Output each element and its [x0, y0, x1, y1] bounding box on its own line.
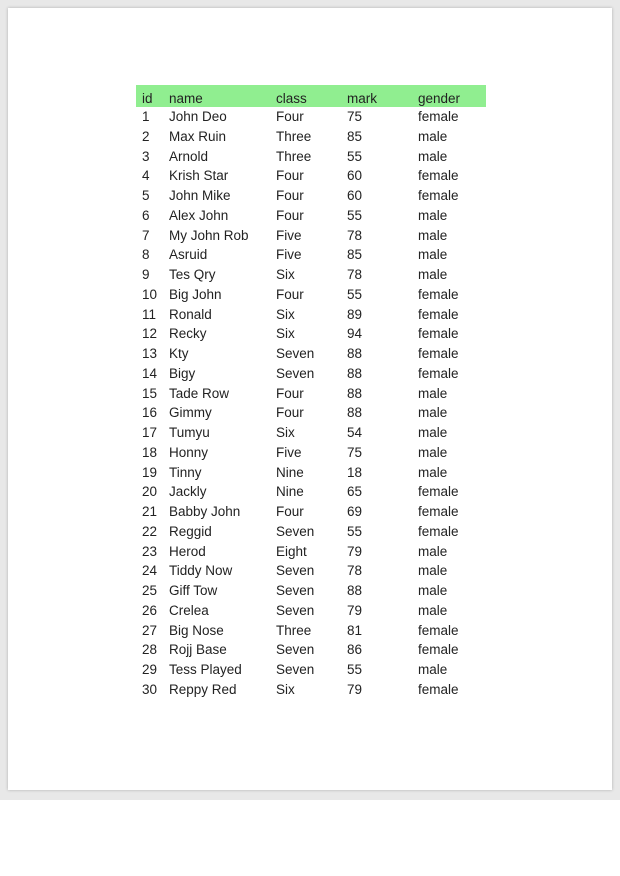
- table-row: [136, 166, 486, 186]
- cell-gender: male: [418, 267, 448, 282]
- cell-name: Alex John: [169, 207, 229, 223]
- cell-name: Kty: [169, 346, 189, 361]
- header-row: [136, 85, 486, 107]
- cell-name: Big John: [169, 286, 222, 302]
- cell-mark: 75: [347, 109, 363, 124]
- cell-gender: male: [418, 662, 448, 677]
- cell-id: 17: [142, 425, 158, 440]
- table-row: [136, 344, 486, 364]
- cell-class: Four: [276, 405, 304, 421]
- table-row: [136, 423, 486, 443]
- cell-id: 26: [142, 602, 158, 618]
- cell-name: Reggid: [169, 523, 212, 539]
- cell-mark: 55: [347, 523, 363, 539]
- table-row: [136, 384, 486, 404]
- table-row: [136, 127, 486, 147]
- table-row: [136, 364, 486, 384]
- cell-mark: 88: [347, 365, 363, 381]
- cell-mark: 88: [347, 385, 363, 401]
- cell-mark: 60: [347, 188, 363, 203]
- student-table: [136, 85, 486, 700]
- cell-class: Four: [276, 385, 304, 401]
- cell-name: Giff Tow: [169, 583, 218, 598]
- table-body: [136, 107, 486, 700]
- cell-name: Recky: [169, 326, 207, 342]
- cell-name: Asruid: [169, 247, 208, 263]
- cell-id: 12: [142, 326, 158, 342]
- cell-name: Crelea: [169, 602, 209, 618]
- cell-name: Reppy Red: [169, 681, 237, 697]
- cell-name: Tinny: [169, 464, 202, 480]
- cell-name: Tade Row: [169, 385, 230, 401]
- header-class: class: [276, 91, 307, 106]
- cell-id: 29: [142, 662, 158, 677]
- cell-class: Three: [276, 128, 312, 144]
- cell-class: Four: [276, 207, 304, 223]
- cell-class: Four: [276, 188, 304, 203]
- document-page: [8, 8, 612, 790]
- cell-class: Five: [276, 444, 302, 460]
- cell-name: Tess Played: [169, 662, 242, 677]
- cell-mark: 85: [347, 128, 363, 144]
- cell-id: 13: [142, 346, 158, 361]
- cell-mark: 85: [347, 247, 363, 263]
- cell-mark: 79: [347, 602, 363, 618]
- cell-class: Four: [276, 286, 304, 302]
- cell-id: 22: [142, 523, 158, 539]
- cell-class: Five: [276, 247, 302, 263]
- cell-name: Tes Qry: [169, 267, 216, 282]
- cell-class: Seven: [276, 662, 315, 677]
- cell-id: 8: [142, 247, 150, 263]
- cell-name: Krish Star: [169, 168, 229, 184]
- cell-name: Max Ruin: [169, 128, 227, 144]
- cell-class: Eight: [276, 543, 307, 559]
- cell-class: Three: [276, 622, 312, 638]
- cell-id: 5: [142, 188, 150, 203]
- cell-gender: female: [418, 642, 459, 658]
- table-row: [136, 245, 486, 265]
- cell-gender: female: [418, 346, 459, 361]
- table-row: [136, 403, 486, 423]
- cell-class: Seven: [276, 346, 315, 361]
- cell-class: Six: [276, 306, 295, 322]
- cell-gender: male: [418, 207, 448, 223]
- cell-name: Tumyu: [169, 425, 210, 440]
- table-row: [136, 621, 486, 641]
- cell-name: Gimmy: [169, 405, 212, 421]
- table-row: [136, 601, 486, 621]
- cell-gender: male: [418, 563, 448, 579]
- cell-mark: 55: [347, 662, 363, 677]
- table-row: [136, 522, 486, 542]
- cell-mark: 89: [347, 306, 363, 322]
- cell-mark: 88: [347, 405, 363, 421]
- cell-id: 4: [142, 168, 150, 184]
- cell-id: 9: [142, 267, 150, 282]
- table-row: [136, 561, 486, 581]
- cell-gender: female: [418, 286, 459, 302]
- cell-mark: 79: [347, 543, 363, 559]
- cell-name: My John Rob: [169, 227, 249, 243]
- cell-gender: female: [418, 188, 459, 203]
- cell-id: 19: [142, 464, 158, 480]
- header-name: name: [169, 91, 203, 106]
- cell-id: 21: [142, 504, 158, 519]
- table-row: [136, 502, 486, 522]
- table-row: [136, 660, 486, 680]
- cell-id: 24: [142, 563, 158, 579]
- cell-name: Herod: [169, 543, 206, 559]
- cell-gender: male: [418, 227, 448, 243]
- cell-id: 18: [142, 444, 158, 460]
- cell-class: Seven: [276, 563, 315, 579]
- cell-gender: male: [418, 444, 448, 460]
- cell-class: Seven: [276, 583, 315, 598]
- cell-gender: male: [418, 128, 448, 144]
- table-row: [136, 640, 486, 660]
- cell-mark: 78: [347, 563, 363, 579]
- table-row: [136, 107, 486, 127]
- table-row: [136, 482, 486, 502]
- cell-mark: 81: [347, 622, 363, 638]
- cell-gender: male: [418, 543, 448, 559]
- cell-name: Arnold: [169, 148, 209, 164]
- cell-name: Tiddy Now: [169, 563, 233, 579]
- cell-id: 28: [142, 642, 158, 658]
- cell-id: 3: [142, 148, 150, 164]
- cell-id: 23: [142, 543, 158, 559]
- cell-name: Babby John: [169, 504, 241, 519]
- table-row: [136, 186, 486, 206]
- cell-id: 27: [142, 622, 158, 638]
- table-row: [136, 206, 486, 226]
- cell-mark: 88: [347, 346, 363, 361]
- cell-gender: male: [418, 464, 448, 480]
- cell-class: Six: [276, 681, 295, 697]
- cell-class: Four: [276, 168, 304, 184]
- cell-class: Seven: [276, 365, 315, 381]
- cell-gender: male: [418, 425, 448, 440]
- header-id: id: [142, 91, 153, 106]
- cell-id: 15: [142, 385, 158, 401]
- cell-mark: 78: [347, 227, 363, 243]
- cell-gender: female: [418, 484, 459, 500]
- cell-class: Seven: [276, 602, 315, 618]
- cell-class: Five: [276, 227, 302, 243]
- cell-mark: 60: [347, 168, 363, 184]
- cell-name: Rojj Base: [169, 642, 227, 658]
- cell-class: Six: [276, 425, 295, 440]
- cell-id: 2: [142, 128, 150, 144]
- table-row: [136, 147, 486, 167]
- cell-name: Bigy: [169, 365, 196, 381]
- cell-mark: 75: [347, 444, 363, 460]
- cell-mark: 55: [347, 286, 363, 302]
- cell-gender: female: [418, 326, 459, 342]
- cell-mark: 88: [347, 583, 363, 598]
- cell-name: Jackly: [169, 484, 207, 500]
- cell-class: Four: [276, 109, 304, 124]
- cell-class: Nine: [276, 464, 304, 480]
- cell-id: 30: [142, 681, 158, 697]
- cell-name: John Mike: [169, 188, 231, 203]
- cell-class: Six: [276, 326, 295, 342]
- table-row: [136, 443, 486, 463]
- table-row: [136, 680, 486, 700]
- cell-gender: female: [418, 109, 459, 124]
- cell-id: 20: [142, 484, 158, 500]
- cell-class: Seven: [276, 523, 315, 539]
- table-row: [136, 463, 486, 483]
- cell-id: 14: [142, 365, 158, 381]
- cell-gender: male: [418, 602, 448, 618]
- cell-gender: male: [418, 583, 448, 598]
- cell-gender: female: [418, 622, 459, 638]
- cell-mark: 18: [347, 464, 363, 480]
- cell-id: 7: [142, 227, 150, 243]
- cell-name: Honny: [169, 444, 209, 460]
- cell-gender: male: [418, 247, 448, 263]
- cell-class: Four: [276, 504, 304, 519]
- cell-gender: female: [418, 681, 459, 697]
- cell-id: 6: [142, 207, 150, 223]
- cell-name: Big Nose: [169, 622, 224, 638]
- table-row: [136, 324, 486, 344]
- cell-id: 10: [142, 286, 158, 302]
- cell-class: Six: [276, 267, 295, 282]
- cell-gender: female: [418, 365, 459, 381]
- cell-id: 11: [142, 306, 157, 322]
- cell-mark: 65: [347, 484, 363, 500]
- cell-id: 16: [142, 405, 158, 421]
- cell-class: Three: [276, 148, 312, 164]
- cell-mark: 55: [347, 207, 363, 223]
- cell-id: 1: [142, 109, 150, 124]
- cell-class: Nine: [276, 484, 304, 500]
- cell-gender: male: [418, 405, 448, 421]
- table-row: [136, 542, 486, 562]
- cell-gender: male: [418, 148, 448, 164]
- header-gender: gender: [418, 91, 461, 106]
- cell-mark: 86: [347, 642, 363, 658]
- cell-name: Ronald: [169, 306, 212, 322]
- table-row: [136, 305, 486, 325]
- cell-mark: 69: [347, 504, 363, 519]
- cell-mark: 78: [347, 267, 363, 282]
- cell-gender: female: [418, 523, 459, 539]
- table-row: [136, 265, 486, 285]
- header-mark: mark: [347, 91, 377, 106]
- cell-class: Seven: [276, 642, 315, 658]
- cell-name: John Deo: [169, 109, 227, 124]
- table-row: [136, 226, 486, 246]
- table-row: [136, 285, 486, 305]
- cell-gender: female: [418, 168, 459, 184]
- cell-id: 25: [142, 583, 158, 598]
- table-header: [136, 85, 486, 107]
- cell-gender: female: [418, 306, 459, 322]
- table-row: [136, 581, 486, 601]
- cell-mark: 54: [347, 425, 363, 440]
- cell-mark: 55: [347, 148, 363, 164]
- cell-mark: 94: [347, 326, 363, 342]
- cell-mark: 79: [347, 681, 363, 697]
- cell-gender: male: [418, 385, 448, 401]
- cell-gender: female: [418, 504, 459, 519]
